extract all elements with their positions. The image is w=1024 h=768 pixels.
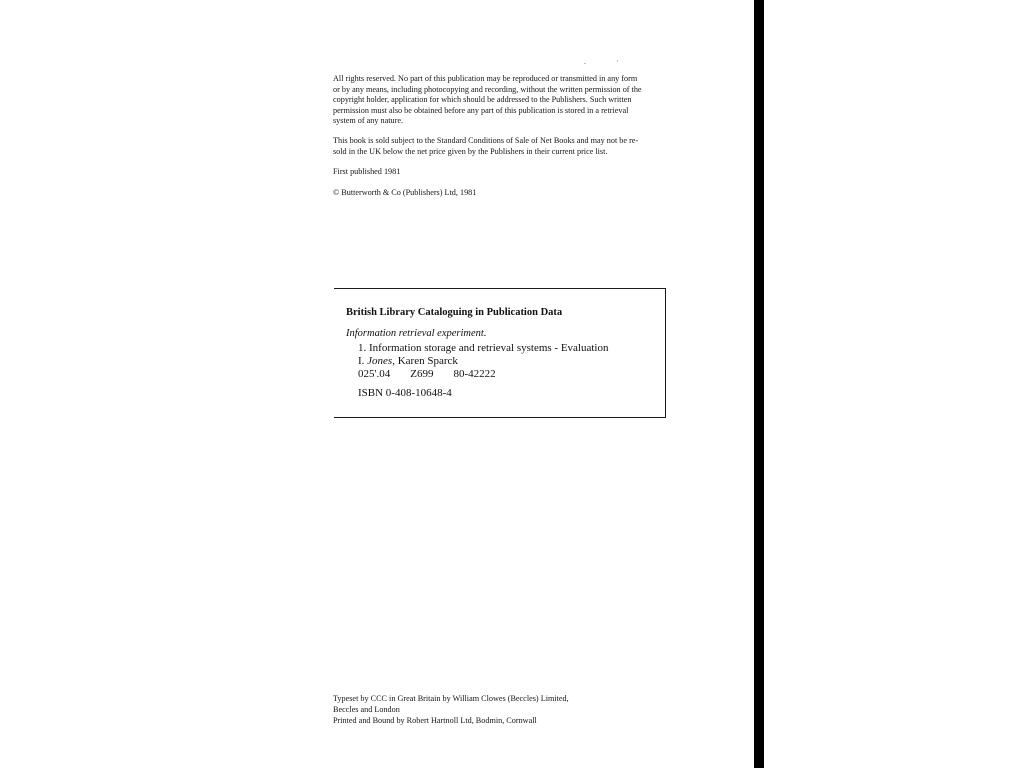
cip-classification-line — [358, 368, 496, 380]
cip-author-forenames: Karen Sparck — [394, 355, 458, 367]
cip-subject-line: 1. Information storage and retrieval systems - Evaluation — [358, 342, 609, 354]
rights-line: permission must also be obtained before any part of this publication is stored in a retrieval — [333, 105, 629, 115]
rights-reserved-paragraph — [333, 74, 725, 127]
conditions-line: This book is sold subject to the Standard Conditions of Sale of Net Books and may not be re- — [333, 135, 639, 145]
printer-line: Printed and Bound by Robert Hartnoll Ltd, Bodmin, Cornwall — [333, 715, 537, 725]
rights-line: copyright holder, application for which should be addressed to the Publishers. Such written — [333, 95, 632, 105]
rights-line: or by any means, including photocopying and recording, without the written permission of the — [333, 84, 642, 94]
rights-line: All rights reserved. No part of this publication may be reproduced or transmitted in any form — [333, 74, 638, 83]
rights-line: system of any nature. — [333, 116, 404, 126]
printer-line: Beccles and London — [333, 704, 400, 714]
scan-edge-bar — [754, 0, 764, 768]
cip-book-title: Information retrieval experiment. — [346, 328, 487, 339]
printer-line: Typeset by CCC in Great Britain by William Clowes (Beccles) Limited, — [333, 694, 569, 703]
cip-class-number: 025'.04 — [358, 368, 391, 380]
cip-title: British Library Cataloguing in Publication Data — [346, 307, 563, 318]
cataloguing-in-publication-box — [334, 288, 666, 418]
first-published-line: First published 1981 — [333, 167, 401, 177]
conditions-line: sold in the UK below the net price given by the Publishers in their current price list. — [333, 146, 608, 156]
scan-specks: . · — [584, 57, 633, 66]
cip-isbn: ISBN 0-408-10648-4 — [358, 387, 452, 399]
printer-imprint-block — [333, 694, 653, 726]
cip-lc-number: Z699 — [410, 368, 434, 380]
cip-author-line — [358, 355, 458, 367]
cip-control-number: 80-42222 — [453, 368, 496, 380]
copyright-line: © Butterworth & Co (Publishers) Ltd, 1981 — [333, 187, 477, 197]
conditions-of-sale-paragraph — [333, 136, 725, 157]
cip-author-prefix: I. — [358, 355, 368, 367]
cip-author-surname: Jones, — [367, 355, 395, 367]
rights-notice-block — [333, 74, 725, 207]
